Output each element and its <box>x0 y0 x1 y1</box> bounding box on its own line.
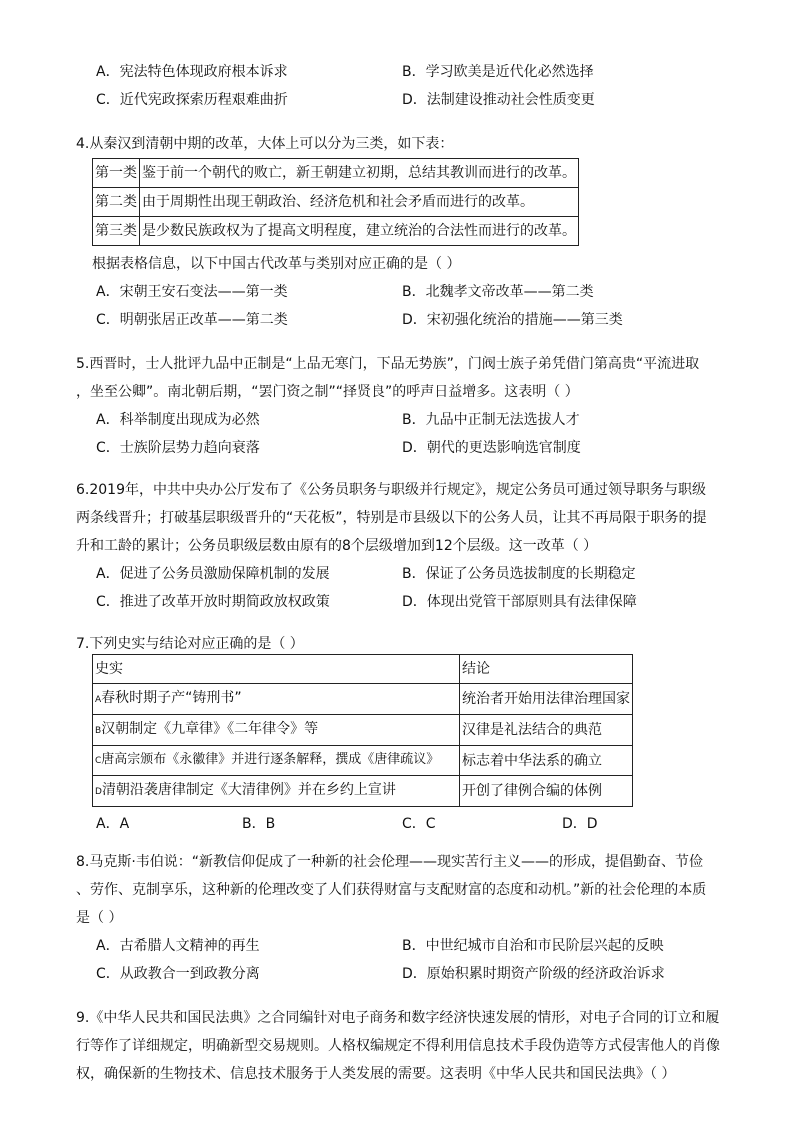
q7-conclusion: 统治者开始用法律治理国家 <box>460 684 633 715</box>
q7-option-c[interactable]: C．C <box>402 816 436 832</box>
q7-option-d[interactable]: D．D <box>562 816 598 832</box>
q7-row-label: D <box>95 787 102 797</box>
q4-table <box>92 158 579 246</box>
q7-table <box>92 654 633 807</box>
q4-option-a[interactable]: A．宋朝王安石变法——第一类 <box>96 284 288 300</box>
q4-question-text: 根据表格信息，以下中国古代改革与类别对应正确的是（ ） <box>92 256 461 272</box>
q4-option-b[interactable]: B．北魏孝文帝改革——第二类 <box>402 284 594 300</box>
q5-line: ，坐至公卿”。南北朝后期，“罢门资之制”“择贤良”的呼声日益增多。这表明（ ） <box>76 384 579 400</box>
q3-options <box>96 58 736 114</box>
q4-question <box>92 250 742 278</box>
q7-row-label: A <box>95 695 102 705</box>
table-row <box>93 684 633 715</box>
q7-fact-cell <box>93 746 460 776</box>
q4-row-text: 鉴于前一个朝代的败亡，新王朝建立初期，总结其教训而进行的改革。 <box>140 159 579 188</box>
q7-conclusion: 汉律是礼法结合的典范 <box>460 715 633 746</box>
q4-stem <box>76 130 726 158</box>
q8-option-a[interactable]: A．古希腊人文精神的再生 <box>96 938 260 954</box>
q6-option-c[interactable]: C．推进了改革开放时期简政放权政策 <box>96 594 330 610</box>
q5-option-b[interactable]: B．九品中正制无法选拔人才 <box>402 412 580 428</box>
q3-option-c[interactable]: C．近代宪政探索历程艰难曲折 <box>96 92 288 108</box>
table-row <box>93 655 633 684</box>
q4-options <box>96 278 736 334</box>
q7-stem-text: 7.下列史实与结论对应正确的是（ ） <box>76 636 304 652</box>
q4-row-label: 第一类 <box>93 159 140 188</box>
q7-fact: 汉朝制定《九章律》《二年律令》等 <box>101 721 319 737</box>
q6-option-a[interactable]: A．促进了公务员激励保障机制的发展 <box>96 566 330 582</box>
table-row <box>93 159 579 188</box>
q7-row-label: B <box>95 726 102 736</box>
q8-options <box>96 932 736 988</box>
q9-stem <box>76 1004 726 1088</box>
q5-option-c[interactable]: C．士族阶层势力趋向衰落 <box>96 440 260 456</box>
q7-conclusion: 标志着中华法系的确立 <box>460 746 633 776</box>
q4-option-d[interactable]: D．宋初强化统治的措施——第三类 <box>402 312 623 328</box>
q4-row-text: 由于周期性出现王朝政治、经济危机和社会矛盾而进行的改革。 <box>140 188 579 217</box>
table-row <box>93 746 633 776</box>
q6-stem <box>76 476 726 560</box>
q9-line: 行等作了详细规定，明确新型交易规则。人格权编规定不得利用信息技术手段伪造等方式侵害他人的肖像 <box>76 1038 720 1054</box>
q7-conclusion: 开创了律例合编的体例 <box>460 776 633 807</box>
q7-option-a[interactable]: A．A <box>96 816 130 832</box>
q4-row-label: 第三类 <box>93 217 140 246</box>
q8-option-b[interactable]: B．中世纪城市自治和市民阶层兴起的反映 <box>402 938 664 954</box>
table-row <box>93 217 579 246</box>
q4-option-c[interactable]: C．明朝张居正改革——第二类 <box>96 312 288 328</box>
q7-fact-cell <box>93 776 460 807</box>
q8-line: 是（ ） <box>76 910 123 926</box>
q6-options <box>96 560 736 616</box>
q8-line: 、劳作、克制享乐，这种新的伦理改变了人们获得财富与支配财富的态度和动机。”新的社会伦理的本质 <box>76 882 707 898</box>
q6-line: 升和工龄的累计；公务员职级层数由原有的8个层级增加到12个层级。这一改革（ ） <box>76 538 598 554</box>
q7-header-conclusion: 结论 <box>460 655 633 684</box>
q9-line: 9.《中华人民共和国民法典》之合同编针对电子商务和数字经济快速发展的情形，对电子合同的订立和履 <box>76 1010 720 1026</box>
q7-row-label: C <box>95 756 102 766</box>
q8-stem <box>76 848 726 932</box>
q5-line: 5.西晋时，士人批评九品中正制是“上品无寒门，下品无势族”，门阀士族子弟凭借门第高贵“平流进取 <box>76 356 700 372</box>
q6-line: 两条线晋升；打破基层职级晋升的“天花板”，特别是市县级以下的公务人员，让其不再局限于职务的提 <box>76 510 707 526</box>
q9-line: 权，确保新的生物技术、信息技术服务于人类发展的需要。这表明《中华人民共和国民法典》（ ） <box>76 1066 676 1082</box>
table-row <box>93 715 633 746</box>
q6-option-d[interactable]: D．体现出党管干部原则具有法律保障 <box>402 594 637 610</box>
q6-option-b[interactable]: B．保证了公务员选拔制度的长期稳定 <box>402 566 636 582</box>
q4-stem-text: 4.从秦汉到清朝中期的改革，大体上可以分为三类，如下表： <box>76 136 454 152</box>
q7-fact-cell <box>93 715 460 746</box>
q8-option-d[interactable]: D．原始积累时期资产阶级的经济政治诉求 <box>402 966 665 982</box>
q5-option-a[interactable]: A．科举制度出现成为必然 <box>96 412 260 428</box>
q7-header-fact: 史实 <box>93 655 460 684</box>
q7-options <box>96 810 736 838</box>
q3-option-a[interactable]: A．宪法特色体现政府根本诉求 <box>96 64 288 80</box>
q3-option-b[interactable]: B．学习欧美是近代化必然选择 <box>402 64 594 80</box>
q6-line: 6.2019年，中共中央办公厅发布了《公务员职务与职级并行规定》，规定公务员可通过领导职务与职级 <box>76 482 706 498</box>
q5-options <box>96 406 736 462</box>
q7-fact: 唐高宗颁布《永徽律》并进行逐条解释，撰成《唐律疏议》 <box>101 752 440 767</box>
q4-row-label: 第二类 <box>93 188 140 217</box>
q8-option-c[interactable]: C．从政教合一到政教分离 <box>96 966 260 982</box>
q5-stem <box>76 350 726 406</box>
q7-fact: 春秋时期子产“铸刑书” <box>101 690 242 706</box>
q8-line: 8.马克斯·韦伯说：“新教信仰促成了一种新的社会伦理——现实苦行主义——的形成，提倡勤奋、节俭 <box>76 854 704 870</box>
q5-option-d[interactable]: D．朝代的更迭影响选官制度 <box>402 440 581 456</box>
table-row <box>93 776 633 807</box>
q7-option-b[interactable]: B．B <box>242 816 276 832</box>
q3-option-d[interactable]: D．法制建设推动社会性质变更 <box>402 92 595 108</box>
q7-fact-cell <box>93 684 460 715</box>
table-row <box>93 188 579 217</box>
q7-fact: 清朝沿袭唐律制定《大清律例》并在乡约上宣讲 <box>101 782 396 798</box>
q4-row-text: 是少数民族政权为了提高文明程度，建立统治的合法性而进行的改革。 <box>140 217 579 246</box>
